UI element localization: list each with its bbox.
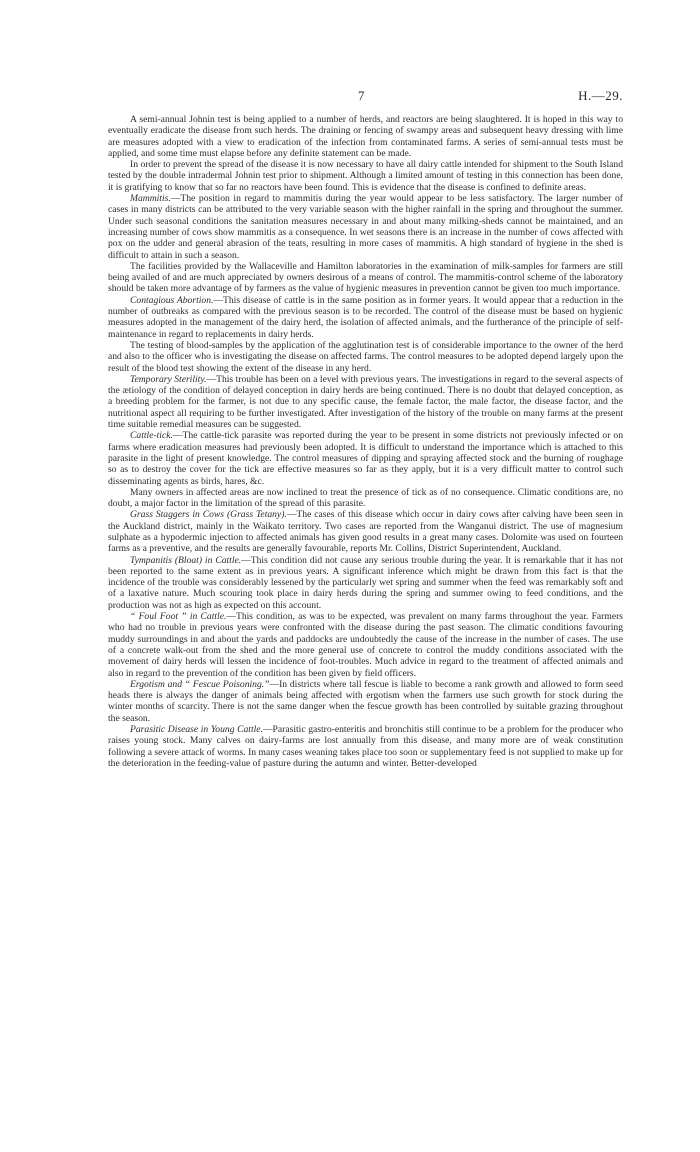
paragraph-heading: Parasitic Disease in Young Cattle. [130,724,263,736]
paragraph-ergotism [108,679,623,724]
paragraph-heading: Temporary Sterility. [130,373,207,385]
paragraph-heading: “ Foul Foot ” in Cattle. [130,611,227,623]
paragraph-text: The testing of blood-samples by the application of the agglutination test is of considerable importance to the owner of the herd and also to the officer who is investigating the disease on affected farms. The control measures to be adopted depend largely upon the result of the blood test showing the extent of the disease in any herd. [108,339,623,374]
paragraph-shipment-testing [108,159,623,193]
paragraph-tympanitis [108,555,623,611]
paragraph-text: Many owners in affected areas are now inclined to treat the presence of tick as of no consequence. Climatic conditions are, no doubt, a major factor in the limitation of the spread of this parasite. [108,486,623,510]
paragraph-heading: Contagious Abortion. [130,294,214,306]
paragraph-heading: Ergotism and “ Fescue Poisoning.” [130,678,270,690]
paragraph-text: —This condition did not cause any serious trouble during the year. It is remarkable that it has not been reported to the same extent as in previous years. A significant inference which might be drawn from this fact is that the incidence of the trouble was considerably lessened by the particularly wet spring and summer when the feed was remarkably soft and of a laxative nature. Much scouring took place in dairy herds during the spring and summer owing to feed conditions, and the production was not as high as expected on this account. [108,554,623,611]
paragraph-parasitic-disease [108,724,623,769]
paragraph-heading: Mammitis. [130,193,171,205]
paragraph-foul-foot [108,611,623,679]
paragraph-text: —In districts where tall fescue is liable to become a rank growth and allowed to form seed heads there is always the danger of animals being affected with ergotism when the farmers use such growth for stock during the winter months of scarcity. There is not the same danger when the fescue growth has been controlled by suitable grazing throughout the season. [108,678,623,724]
page-reference: H.—29. [578,88,623,103]
paragraph-text: —The cases of this disease which occur in dairy cows after calving have been seen in the Auckland district, mainly in the Waikato territory. Two cases are reported from the Wanganui district. The use of magnesium sulphate as a hypodermic injection to affected animals has given good results in a great many cases. Dolomite was used on fourteen farms as a preventive, and the results are generally favourable, reports Mr. Collins, District Superintendent, Auckland. [108,509,623,555]
paragraph-temporary-sterility [108,374,623,430]
page-number: 7 [358,88,365,103]
paragraph-text: —This disease of cattle is in the same position as in former years. It would appear that a reduction in the number of outbreaks as compared with the previous season is to be recorded. The control of the disease must be based on hygienic measures adopted in the management of the dairy herd, the isolation of affected animals, and the furtherance of the principle of self-maintenance in regard to replacements in dairy herds. [108,294,623,340]
paragraph-text: —This condition, as was to be expected, was prevalent on many farms throughout the year. Farmers who had no trouble in previous years were confronted with the disease during the past season. The climatic conditions favouring muddy surroundings in and about the yards and paddocks are undoubtedly the cause of the increase in the number of cases. The use of a concrete walk-out from the shed and the more general use of concrete to control the muddy conditions associated with the movement of dairy herds will lessen the incidence of foot-troubles. Much advice in regard to the treatment of affected animals and also in regard to the prevention of the condition has been given by field officers. [108,611,624,679]
paragraph-cattle-tick [108,430,623,486]
paragraph-johnin-test [108,114,623,159]
paragraph-text: —Parasitic gastro-enteritis and bronchitis still continue to be a problem for the producer who raises young stock. Many calves on dairy-farms are lost annually from this disease, and many more are of weak constitution following a severe attack of worms. In many cases weaning takes place too soon or supplementary feed is not supplied to make up for the deterioration in the feeding-value of pasture during the autumn and winter. Better-developed [108,724,623,769]
paragraph-text: —The position in regard to mammitis during the year would appear to be less satisfactory. The larger number of cases in many districts can be attributed to the very variable season with the higher rainfall in the spring and throughout the summer. Under such seasonal conditions the sanitation measures necessary in and about many milking-sheds cannot be maintained, and an increasing number of cows show mammitis as a consequence. In wet seasons there is an increase in the number of cows affected with pox on the udder and general abrasion of the teats, resulting in more cases of mammitis. A high standard of hygiene in the shed is difficult to attain in such a season. [108,193,623,261]
paragraph-text: A semi-annual Johnin test is being applied to a number of herds, and reactors are being slaughtered. It is hoped in this way to eventually eradicate the disease from such herds. The draining or fencing of swampy areas and subsequent heavy dressing with lime are measures adopted with a view to eradication of the infection from contaminated farms. A series of semi-annual tests must be applied, and some time must elapse before any definite statement can be made. [108,114,623,159]
paragraph-text: In order to prevent the spread of the disease it is now necessary to have all dairy cattle intended for shipment to the South Island tested by the double intradermal Johnin test prior to shipment. Although a limited amount of testing in this connection has been done, it is gratifying to know that so far no reactors have been found. This is evidence that the disease is confined to definite areas. [108,159,623,193]
paragraph-grass-staggers [108,509,623,554]
paragraph-heading: Cattle-tick. [130,430,173,442]
paragraph-text: The facilities provided by the Wallaceville and Hamilton laboratories in the examination of milk-samples for farmers are still being availed of and are much appreciated by owners desirous of a means of control. The mammitis-control scheme of the laboratory should be taken more advantage of by farmers as the value of hygienic measures in prevention cannot be given too much importance. [108,260,623,295]
paragraph-blood-testing [108,340,623,374]
paragraph-contagious-abortion [108,295,623,340]
body-text [108,114,623,769]
paragraph-mammitis [108,193,623,261]
paragraph-text: —This trouble has been on a level with previous years. The investigations in regard to the several aspects of the ætiology of the condition of delayed conception in dairy herds are being continued. There is no doubt that delayed conception, as a breeding problem for the farmer, is not due to any specific cause, the female factor, the male factor, the disease factor, and the nutritional aspect all requiring to be further investigated. After investigation of the history of the trouble on many farms at the present time suitable remedial measures can be suggested. [108,373,623,431]
paragraph-laboratory-facilities [108,261,623,295]
paragraph-tick-owners [108,487,623,510]
page-header [108,88,623,108]
paragraph-text: —The cattle-tick parasite was reported during the year to be present in some districts not previously infected or on farms where eradication measures had previously been adopted. It is difficult to understand the importance which is attached to this parasite in the light of present knowledge. The control measures of dipping and spraying affected stock and the burning of roughage so as to destroy the cover for the tick are effective measures so far as they apply, but it is a very difficult matter to control such disseminating agents as birds, hares, &c. [108,430,623,487]
paragraph-heading: Grass Staggers in Cows (Grass Tetany). [130,509,287,521]
paragraph-heading: Tympanitis (Bloat) in Cattle. [130,554,242,566]
